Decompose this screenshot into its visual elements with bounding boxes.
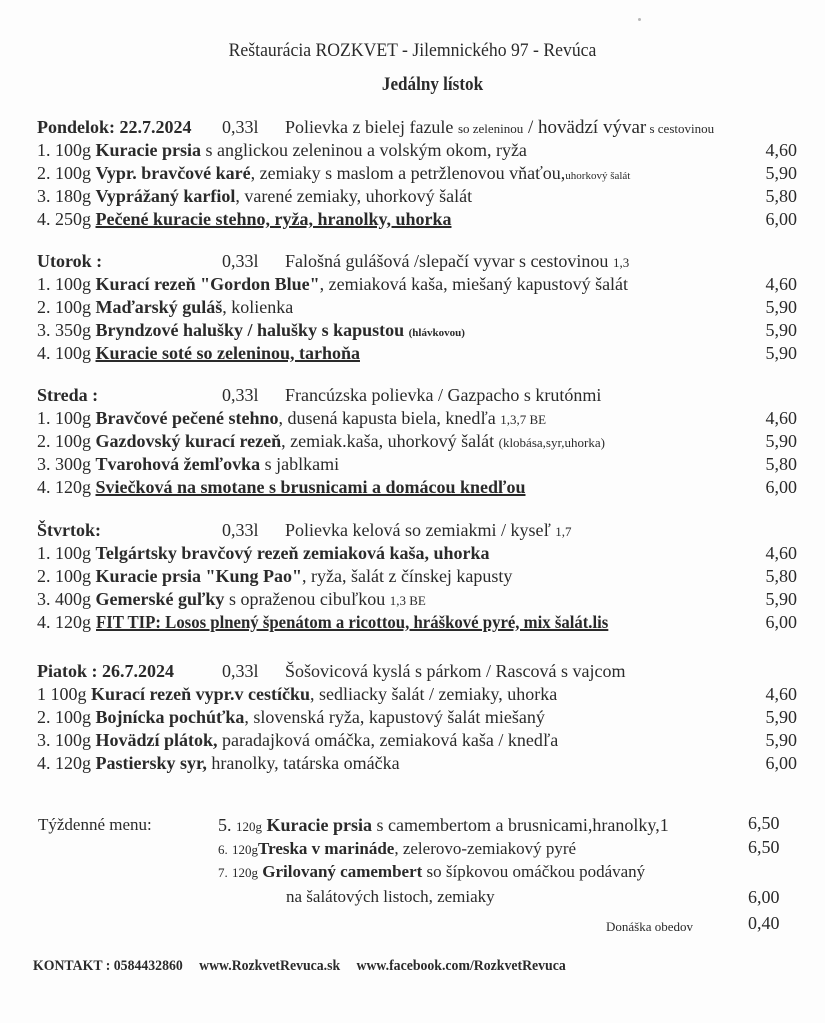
- menu-item-special: 4. 100g Kuracie soté so zeleninou, tarhoňa 5,90: [37, 343, 797, 363]
- facebook-link[interactable]: www.facebook.com/RozkvetRevuca: [356, 958, 566, 974]
- menu-item: 1. 100g Kurací rezeň "Gordon Blue", zemiaková kaša, miešaný kapustový šalát 4,60: [37, 274, 797, 294]
- menu-item: 3. 300g Tvarohová žemľovka s jablkami 5,80: [37, 454, 797, 474]
- day-section-monday: [37, 116, 797, 231]
- price: 5,90: [765, 730, 797, 750]
- price: 6,00: [765, 753, 797, 773]
- delivery-label: Donáška obedov: [606, 919, 694, 934]
- day-header: [37, 660, 797, 683]
- scan-speck: [638, 18, 641, 21]
- price: 4,60: [765, 684, 797, 704]
- soup-volume: 0,33l: [222, 117, 259, 137]
- menu-item: 2. 100g Bojnícka pochúťka, slovenská ryža, kapustový šalát miešaný 5,90: [37, 707, 797, 727]
- price: 5,80: [765, 186, 797, 206]
- soup-text: Polievka z bielej fazule so zeleninou / hovädzí vývar s cestovinou: [285, 117, 715, 138]
- day-header: [37, 116, 797, 139]
- menu-item-special: 4. 120g Sviečková na smotane s brusnicami a domácou knedľou 6,00: [37, 477, 797, 497]
- menu-item: 1. 100g Bravčové pečené stehno, dusená kapusta biela, knedľa 1,3,7 BE 4,60: [37, 408, 797, 428]
- day-header: [37, 384, 797, 407]
- day-name: Pondelok: 22.7.2024: [37, 117, 192, 137]
- price: 6,00: [748, 887, 780, 907]
- soup-text: Falošná gulášová /slepačí vyvar s cestovinou 1,3: [285, 251, 630, 271]
- menu-item: 2. 100g Kuracie prsia "Kung Pao", ryža, šalát z čínskej kapusty 5,80: [37, 566, 797, 586]
- price: 5,80: [765, 566, 797, 586]
- menu-item: 2. 100g Gazdovský kurací rezeň, zemiak.kaša, uhorkový šalát (klobása,syr,uhorka) 5,90: [37, 431, 797, 451]
- weekly-item: 6. 120gTreska v marináde, zelerovo-zemiakový pyré: [218, 839, 577, 858]
- menu-item-special: 4. 250g Pečené kuracie stehno, ryža, hranolky, uhorka 6,00: [37, 209, 797, 229]
- price: 6,00: [765, 209, 797, 229]
- day-header: [37, 519, 797, 542]
- restaurant-header: Reštaurácia ROZKVET - Jilemnického 97 - Revúca: [228, 40, 597, 61]
- menu-item: 1. 100g Telgártsky bravčový rezeň zemiaková kaša, uhorka 4,60: [37, 543, 797, 563]
- menu-item: 3. 180g Vyprážaný karfiol, varené zemiaky, uhorkový šalát 5,80: [37, 186, 797, 206]
- price: 5,90: [765, 343, 797, 363]
- menu-title: Jedálny lístok: [381, 74, 484, 95]
- price: 5,90: [765, 431, 797, 451]
- weekly-menu-label: Týždenné menu:: [38, 815, 152, 834]
- soup-volume: 0,33l: [222, 520, 259, 540]
- price: 6,50: [748, 837, 780, 857]
- price: 6,00: [765, 612, 797, 632]
- soup-text: Francúzska polievka / Gazpacho s krutónmi: [285, 385, 602, 405]
- weekly-item: 7. 120g Grilovaný camembert so šípkovou omáčkou podávaný: [218, 862, 646, 881]
- menu-item: 2. 100g Maďarský guláš, kolienka 5,90: [37, 297, 797, 317]
- day-name: Piatok : 26.7.2024: [37, 661, 174, 681]
- soup-volume: 0,33l: [222, 251, 259, 271]
- soup-volume: 0,33l: [222, 661, 259, 681]
- day-section-tuesday: [37, 250, 797, 365]
- day-name: Štvrtok:: [37, 520, 101, 540]
- price: 5,90: [765, 589, 797, 609]
- price: 4,60: [765, 140, 797, 160]
- menu-item: 3. 350g Bryndzové halušky / halušky s kapustou (hlávkovou) 5,90: [37, 320, 797, 340]
- soup-volume: 0,33l: [222, 385, 259, 405]
- day-name: Utorok :: [37, 251, 103, 271]
- delivery-price: 0,40: [748, 913, 780, 933]
- contact-phone: KONTAKT : 0584432860: [33, 958, 183, 974]
- menu-item: 3. 100g Hovädzí plátok, paradajková omáčka, zemiaková kaša / knedľa 5,90: [37, 730, 797, 750]
- day-header: [37, 250, 797, 273]
- menu-item: 2. 100g Vypr. bravčové karé, zemiaky s maslom a petržlenovou vňaťou,uhorkový šalát 5,90: [37, 163, 797, 183]
- weekly-item: 5. 120g Kuracie prsia s camembertom a brusnicami,hranolky,1: [218, 815, 669, 835]
- menu-item: 3. 400g Gemerské guľky s opraženou cibuľkou 1,3 BE 5,90: [37, 589, 797, 609]
- day-section-friday: [37, 660, 797, 775]
- menu-item-special: 4. 120g FIT TIP: Losos plnený špenátom a ricottou, hráškové pyré, mix šalát.lis 6,00: [37, 612, 797, 632]
- day-section-wednesday: [37, 384, 797, 499]
- day-section-thursday: [37, 519, 797, 634]
- price: 5,90: [765, 320, 797, 340]
- soup-text: Polievka kelová so zemiakmi / kyseľ 1,7: [285, 520, 572, 540]
- price: 5,90: [765, 163, 797, 183]
- price: 4,60: [765, 543, 797, 563]
- contact-footer: [33, 958, 579, 975]
- weekly-item-continuation: na šalátových listoch, zemiaky: [286, 887, 495, 906]
- price: 6,50: [748, 813, 780, 833]
- soup-text: Šošovicová kyslá s párkom / Rascová s vajcom: [285, 661, 626, 681]
- price: 6,00: [765, 477, 797, 497]
- menu-item: 4. 120g Pastiersky syr, hranolky, tatárska omáčka 6,00: [37, 753, 797, 773]
- day-name: Streda :: [37, 385, 99, 405]
- price: 5,90: [765, 297, 797, 317]
- price: 4,60: [765, 274, 797, 294]
- price: 5,80: [765, 454, 797, 474]
- price: 4,60: [765, 408, 797, 428]
- price: 5,90: [765, 707, 797, 727]
- menu-item: 1 100g Kurací rezeň vypr.v cestíčku, sedliacky šalát / zemiaky, uhorka 4,60: [37, 684, 797, 704]
- website-link[interactable]: www.RozkvetRevuca.sk: [199, 958, 341, 974]
- menu-item: 1. 100g Kuracie prsia s anglickou zeleninou a volským okom, ryža 4,60: [37, 140, 797, 160]
